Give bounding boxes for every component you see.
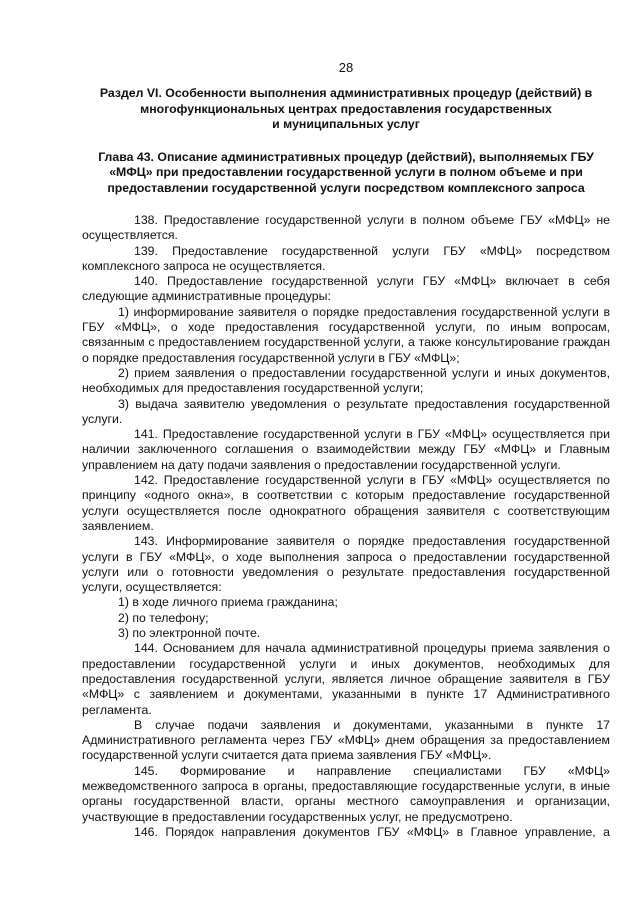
page-number: 28 bbox=[338, 60, 354, 75]
list-item: 2) по телефону; bbox=[118, 610, 209, 625]
chapter-heading-line: Глава 43. Описание административных процедур (действий), выполняемых ГБУ bbox=[98, 149, 594, 164]
paragraph: 143. Информирование заявителя о порядке предоставления государственной услуги в ГБУ «МФЦ», о ходе выполнения запроса о предоставлении государственной услуги или о готовности уведомления о результате предоставления государственной услуги, осуществляется: bbox=[82, 534, 610, 595]
list-item: 2) прием заявления о предоставлении государственной услуги и иных документов, необходимых для предоставления государственной услуги; bbox=[82, 365, 610, 396]
list-item: 3) выдача заявителю уведомления о результате предоставления государственной услуги. bbox=[82, 396, 610, 426]
chapter-heading bbox=[82, 150, 610, 197]
paragraph: В случае подачи заявления и документами, указанными в пункте 17 Административного регламента через ГБУ «МФЦ» днем обращения за предоставлением государственной услуги считается дата приема заявления ГБУ «МФЦ». bbox=[82, 717, 610, 763]
chapter-heading-line: «МФЦ» при предоставлении государственной услуги в полном объеме и при bbox=[109, 165, 583, 179]
chapter-heading-line: предоставлении государственной услуги посредством комплексного запроса bbox=[107, 180, 585, 195]
section-heading-line: Раздел VI. Особенности выполнения административных процедур (действий) в bbox=[99, 86, 593, 100]
paragraph: 142. Предоставление государственной услуги в ГБУ «МФЦ» осуществляется по принципу «одного окна», в соответствии с которым предоставление государственной услуги осуществляется после однократного обращения заявителя с соответствующим заявлением. bbox=[82, 473, 610, 533]
section-heading bbox=[82, 86, 610, 133]
section-heading-line: многофункциональных центрах предоставления государственных bbox=[140, 101, 552, 116]
paragraph: 145. Формирование и направление специалистами ГБУ «МФЦ» межведомственного запроса в органы, предоставляющие государственные услуги, в иные органы государственной власти, органы местного самоуправления и организации, участвующие в предоставлении государственных услуг, не предусмотрено. bbox=[82, 763, 610, 824]
paragraph: 139. Предоставление государственной услуги ГБУ «МФЦ» посредством комплексного запроса не осуществляется. bbox=[82, 243, 610, 273]
paragraph: 141. Предоставление государственной услуги в ГБУ «МФЦ» осуществляется при наличии заключенного соглашения о взаимодействии между ГБУ «МФЦ» и Главным управлением на дату подачи заявления о предоставлении государственной услуги. bbox=[82, 427, 610, 472]
body-text bbox=[82, 213, 610, 840]
list-item: 1) информирование заявителя о порядке предоставления государственной услуги в ГБУ «МФЦ», о ходе предоставления государственной услуги, по иным вопросам, связанным с предоставлением государственной услуги, а также консультирование граждан о порядке предоставления государственной услуги в ГБУ «МФЦ»; bbox=[82, 304, 610, 365]
paragraph: 144. Основанием для начала административной процедуры приема заявления о предоставлении государственной услуги и иных документов, необходимых для предоставления государственной услуги, является личное обращение заявителя в ГБУ «МФЦ» с заявлением и документами, указанными в пункте 17 Административного регламента. bbox=[82, 641, 610, 717]
paragraph: 140. Предоставление государственной услуги ГБУ «МФЦ» включает в себя следующие административные процедуры: bbox=[82, 274, 610, 304]
list-item: 3) по электронной почте. bbox=[118, 626, 261, 641]
paragraph: 138. Предоставление государственной услуги в полном объеме ГБУ «МФЦ» не осуществляется. bbox=[82, 213, 610, 243]
list-item: 1) в ходе личного приема гражданина; bbox=[118, 595, 338, 610]
paragraph-continued: 146. Порядок направления документов ГБУ «МФЦ» в Главное управление, а bbox=[134, 824, 610, 839]
section-heading-line: и муниципальных услуг bbox=[272, 117, 420, 131]
